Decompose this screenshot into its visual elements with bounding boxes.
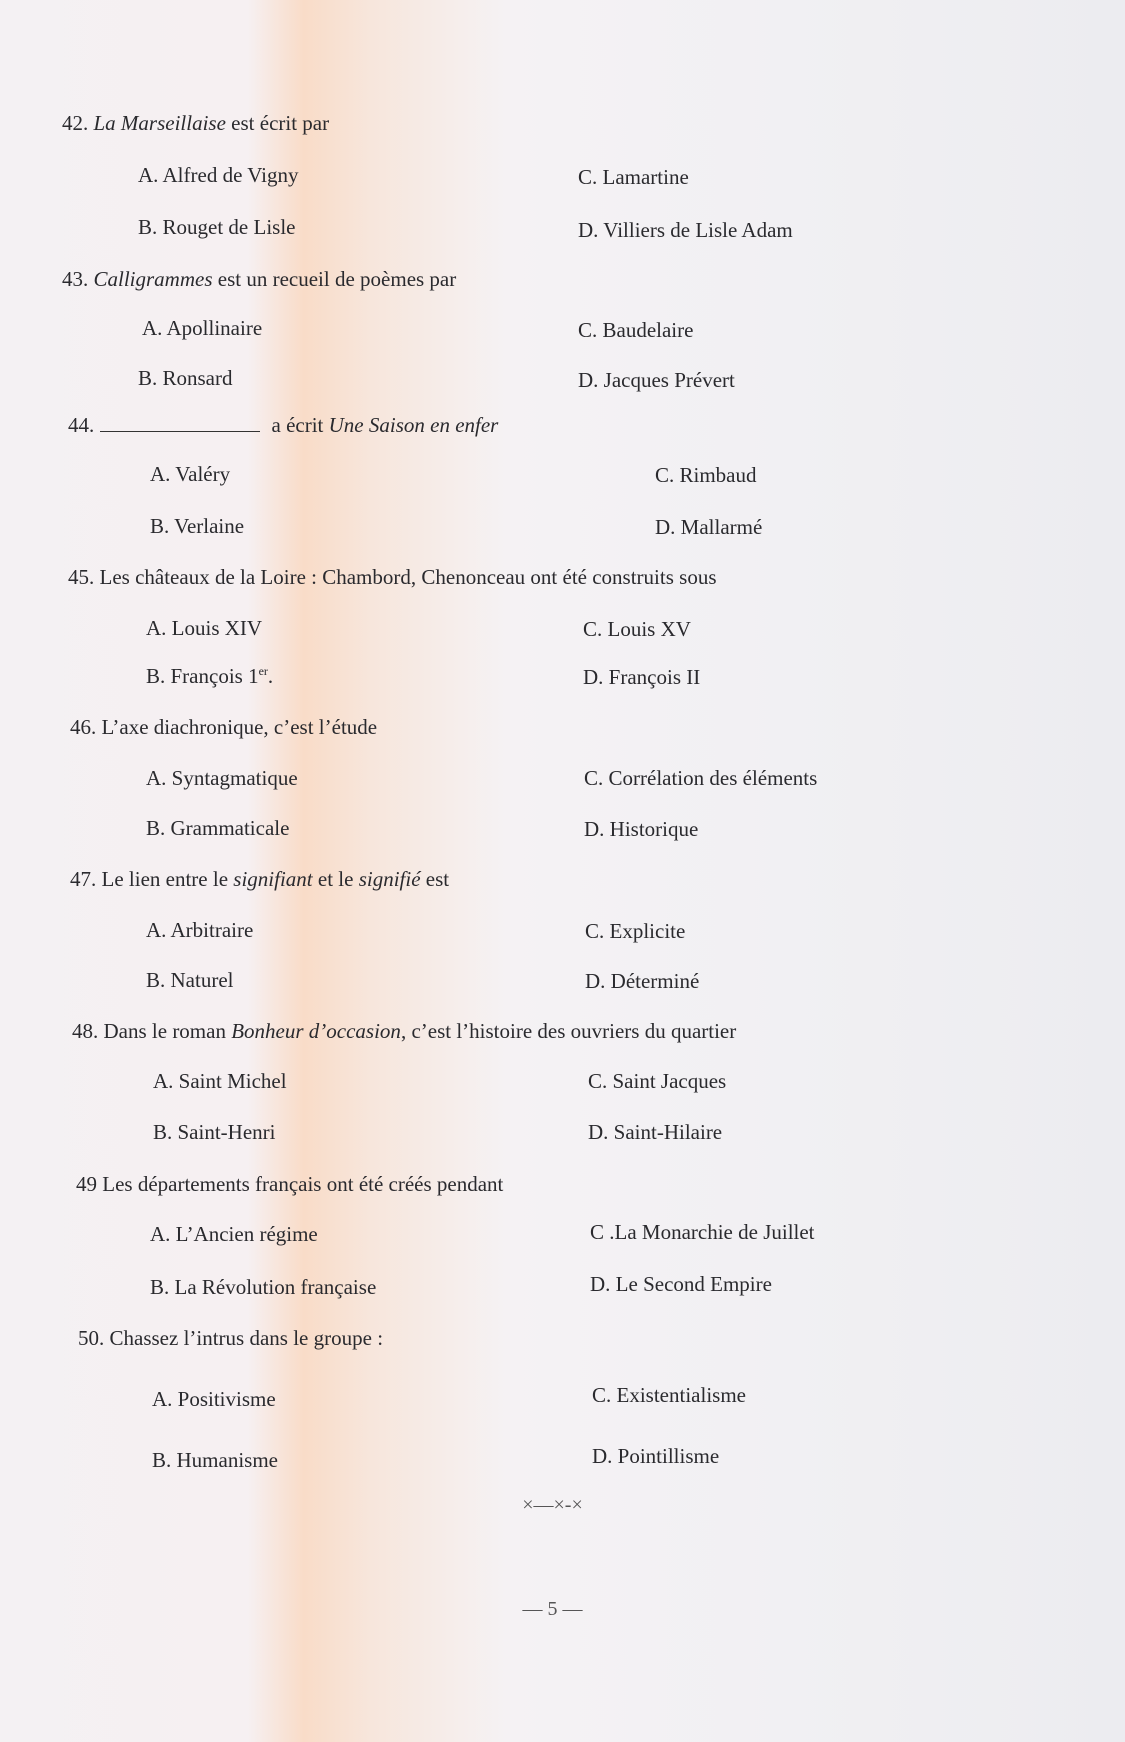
option-a[interactable]: A. Positivisme xyxy=(152,1387,276,1411)
question-text: , c’est l’histoire des ouvriers du quartier xyxy=(400,1019,737,1043)
option-c[interactable]: C. Existentialisme xyxy=(592,1383,746,1407)
option-d[interactable]: D. Historique xyxy=(584,817,699,841)
option-b[interactable]: B. Humanisme xyxy=(152,1448,278,1472)
work-title: La Marseillaise xyxy=(93,111,226,135)
question-text: a écrit xyxy=(266,413,329,437)
option-d[interactable]: D. François II xyxy=(583,665,701,689)
option-d[interactable]: D. Jacques Prévert xyxy=(578,368,735,392)
option-d[interactable]: D. Villiers de Lisle Adam xyxy=(578,218,793,242)
question-50 xyxy=(78,1326,383,1351)
question-text: est xyxy=(420,867,450,891)
question-text: Dans le roman xyxy=(98,1019,232,1043)
ordinal-superscript: er xyxy=(258,664,268,678)
option-c[interactable]: C. Corrélation des éléments xyxy=(584,766,818,790)
question-44 xyxy=(68,413,498,438)
option-b[interactable]: B. Rouget de Lisle xyxy=(138,215,296,239)
question-number: 45. xyxy=(68,565,95,589)
work-title: Une Saison en enfer xyxy=(328,413,499,437)
end-mark: ×—×-× xyxy=(522,1494,583,1516)
question-number: 42. xyxy=(62,111,89,135)
question-text: est écrit par xyxy=(225,111,330,135)
question-text: est un recueil de poèmes par xyxy=(212,267,457,291)
question-number: 44. xyxy=(68,413,95,437)
question-46 xyxy=(70,715,377,740)
option-a[interactable]: A. Syntagmatique xyxy=(146,766,298,790)
option-d[interactable]: D. Saint-Hilaire xyxy=(588,1120,723,1144)
option-a[interactable]: A. Valéry xyxy=(150,462,231,486)
option-c[interactable]: C. Louis XV xyxy=(583,617,691,641)
option-a[interactable]: A. Louis XIV xyxy=(146,616,263,640)
question-text: Chassez l’intrus dans le groupe : xyxy=(109,1326,384,1350)
question-text: Le lien entre le xyxy=(96,867,234,891)
question-43 xyxy=(62,267,456,292)
option-b-suffix: . xyxy=(267,664,274,688)
option-b[interactable]: B. Verlaine xyxy=(150,514,245,538)
option-c[interactable]: C. Lamartine xyxy=(578,165,689,189)
option-a[interactable]: A. Arbitraire xyxy=(146,918,254,942)
question-number: 48. xyxy=(72,1019,99,1043)
term-signifiant: signifiant xyxy=(233,867,313,891)
question-45 xyxy=(68,565,717,590)
option-b[interactable]: B. La Révolution française xyxy=(150,1275,377,1299)
option-a[interactable]: A. Alfred de Vigny xyxy=(138,163,299,187)
question-number: 50. xyxy=(78,1326,105,1350)
option-a[interactable]: A. Apollinaire xyxy=(142,316,263,340)
question-number: 43. xyxy=(62,267,89,291)
work-title: Calligrammes xyxy=(93,267,213,291)
option-c[interactable]: C. Rimbaud xyxy=(655,463,757,487)
option-b-text: B. François 1 xyxy=(146,664,259,688)
term-signifie: signifié xyxy=(358,867,421,891)
option-d[interactable]: D. Mallarmé xyxy=(655,515,763,539)
option-b[interactable]: B. Ronsard xyxy=(138,366,233,390)
option-b[interactable] xyxy=(146,664,273,689)
question-42 xyxy=(62,111,329,136)
question-number: 49 xyxy=(76,1172,97,1196)
option-d[interactable]: D. Pointillisme xyxy=(592,1444,720,1468)
question-48 xyxy=(72,1019,736,1044)
question-text: et le xyxy=(312,867,359,891)
answer-blank xyxy=(100,431,260,432)
option-c[interactable]: C. Explicite xyxy=(585,919,686,943)
option-c[interactable]: C .La Monarchie de Juillet xyxy=(590,1220,815,1244)
option-a[interactable]: A. L’Ancien régime xyxy=(150,1222,318,1246)
option-a[interactable]: A. Saint Michel xyxy=(153,1069,287,1093)
question-text: Les châteaux de la Loire : Chambord, Chenonceau ont été construits sous xyxy=(99,565,717,589)
option-c[interactable]: C. Baudelaire xyxy=(578,318,694,342)
option-c[interactable]: C. Saint Jacques xyxy=(588,1069,727,1093)
page-number: — 5 — xyxy=(522,1598,583,1620)
question-text: Les départements français ont été créés pendant xyxy=(102,1172,504,1196)
option-b[interactable]: B. Naturel xyxy=(146,968,234,992)
question-text: L’axe diachronique, c’est l’étude xyxy=(101,715,378,739)
question-47 xyxy=(70,867,449,892)
option-b[interactable]: B. Saint-Henri xyxy=(153,1120,276,1144)
option-d[interactable]: D. Le Second Empire xyxy=(590,1272,772,1296)
question-number: 46. xyxy=(70,715,97,739)
question-49 xyxy=(76,1172,503,1197)
question-number: 47. xyxy=(70,867,97,891)
option-b[interactable]: B. Grammaticale xyxy=(146,816,290,840)
option-d[interactable]: D. Déterminé xyxy=(585,969,700,993)
work-title: Bonheur d’occasion xyxy=(231,1019,401,1043)
